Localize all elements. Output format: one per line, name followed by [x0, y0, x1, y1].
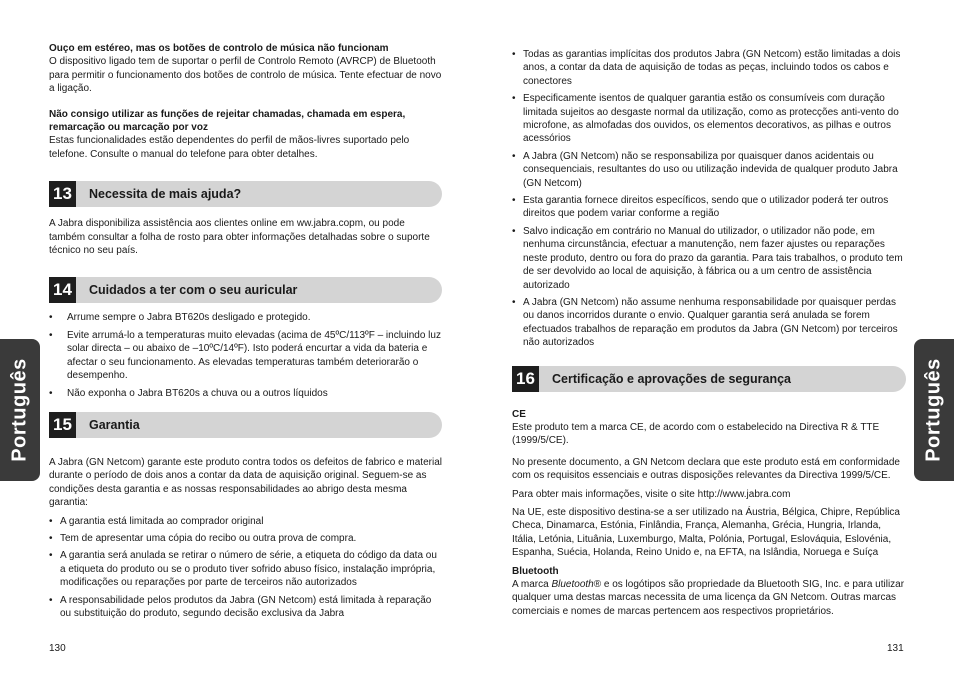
bluetooth-heading: Bluetooth: [512, 565, 559, 577]
section-title: Garantia: [89, 417, 140, 432]
section-title: Necessita de mais ajuda?: [89, 187, 242, 202]
bullet-icon: •: [49, 387, 53, 399]
ce-text: Este produto tem a marca CE, de acordo com o estabelecido na Directiva R & TTE (1999/5/CE).: [512, 421, 880, 447]
language-tab-left: [0, 339, 40, 481]
bullet-icon: •: [49, 550, 53, 562]
right-page-column: [512, 48, 906, 618]
section-number: 15: [49, 412, 76, 438]
section-13-header: [49, 181, 442, 207]
section-number: 14: [49, 277, 76, 303]
list-item: • A garantia será anulada se retirar o número de série, a etiqueta do código da data ou a etiqueta do produto ou se o produto tiver sofrido abuso físico, instalação imprópria, modificações ou reparações por parte de terceiros não autorizados: [49, 550, 437, 589]
bullet-icon: •: [512, 195, 516, 207]
page-number-right: 131: [887, 643, 904, 654]
faq-question: Não consigo utilizar as funções de rejeitar chamadas, chamada em espera, remarcação ou marcação por voz: [49, 108, 406, 134]
section-14-header: [49, 277, 442, 303]
bluetooth-text: A marca Bluetooth® e os logótipos são propriedade da Bluetooth SIG, Inc. e para utilizar qualquer uma destas marcas necessita de uma licença da GN Netcom. Outras marcas comerciais e nomes de marcas pertencem aos respectivos proprietários.: [512, 579, 905, 617]
list-item: • Todas as garantias implícitas dos produtos Jabra (GN Netcom) estão limitadas a dois anos, a contar da data de aquisição de todas as peças, incluindo todos os cabos e conectores: [512, 49, 901, 87]
list-item: • Esta garantia fornece direitos específicos, sendo que o utilizador poderá ter outros direitos que podem variar conforme a região: [512, 195, 889, 220]
faq-item: [49, 42, 442, 96]
list-item: • Salvo indicação em contrário no Manual do utilizador, o utilizador não pode, em nenhuma circunstância, efectuar a manutenção, nem fazer ajustes ou reparações neste produto, dentro ou fora do prazo da garantia. Para tais trabalhos, o produto tem de ser devolvido ao local de aquisição, à fábrica ou a um centro de assistência autorizado: [512, 225, 903, 291]
page-number-left: 130: [49, 643, 66, 654]
list-item: • A garantia está limitada ao comprador original: [49, 515, 264, 527]
list-item: • A responsabilidade pelos produtos da Jabra (GN Netcom) está limitada à reparação ou substituição do produto, segundo decisão exclusiva da Jabra: [49, 594, 432, 619]
bullet-icon: •: [49, 312, 53, 324]
bullet-icon: •: [49, 515, 53, 527]
bullet-icon: •: [49, 594, 53, 606]
declaration-text: No presente documento, a GN Netcom declara que este produto está em conformidade com os requisitos essenciais e outras disposições relevantes da Directiva 1999/5/CE.: [512, 456, 900, 482]
eu-use-text: Na UE, este dispositivo destina-se a ser utilizado na Áustria, Bélgica, Chipre, República Checa, Dinamarca, Estónia, Finlândia, França, Alemanha, Grécia, Hungria, Irlanda, Itália, Letónia, Lituânia, Luxemburgo, Malta, Polónia, Portugal, Eslováquia, Eslovénia, Espanha, Suécia, Holanda, Reino Unido e, na EFTA, na Islândia, Noruega e Suíça: [512, 506, 900, 559]
list-item: • Evite arrumá-lo a temperaturas muito elevadas (acima de 45ºC/113ºF – incluindo luz solar directa – ou abaixo de –10ºC/14ºF). Isto poderá encurtar a vida da bateria e afectar o seu funcionamento. As elevadas temperaturas também deteriorarão o desempenho.: [49, 329, 441, 382]
bullet-icon: •: [49, 532, 53, 544]
list-item: • Arrume sempre o Jabra BT620s desligado e protegido.: [49, 312, 311, 324]
warranty-list-continued: [512, 48, 906, 350]
faq-item: [49, 108, 442, 162]
section-number: 16: [512, 366, 539, 392]
list-item: • Especificamente isentos de qualquer garantia estão os consumíveis com duração limitada sujeitos ao desgaste normal da utilização, como as protecções anti-vento do microfone, as almofadas dos ouvidos, os elementos decorativos, as pilhas e outros acessórios: [512, 93, 899, 145]
section-title: Cuidados a ter com o seu auricular: [89, 283, 298, 298]
list-item: • Tem de apresentar uma cópia do recibo ou outra prova de compra.: [49, 532, 357, 544]
bullet-icon: •: [512, 93, 516, 105]
faq-answer: O dispositivo ligado tem de suportar o perfil de Controlo Remoto (AVRCP) de Bluetooth para permitir o funcionamento dos botões de controlo de música. Tente efectuar de novo a ligação.: [49, 56, 442, 95]
care-list: [49, 311, 442, 399]
section-15-header: [49, 412, 442, 438]
list-item: • Não exponha o Jabra BT620s a chuva ou a outros líquidos: [49, 387, 328, 399]
list-item: • A Jabra (GN Netcom) não se responsabiliza por quaisquer danos acidentais ou consequenciais, resultantes do uso ou utilização indevida de qualquer produto Jabra (GN Netcom): [512, 150, 898, 189]
bullet-icon: •: [512, 296, 516, 308]
ce-heading: CE: [512, 408, 526, 420]
more-info-text: Para obter mais informações, visite o site http://www.jabra.com: [512, 488, 791, 500]
warranty-intro: A Jabra (GN Netcom) garante este produto contra todos os defeitos de fabrico e material durante o período de dois anos a contar da data de aquisição original. Seguem-se as condições desta garantia e as nossas responsabilidades ao abrigo desta mesma garantia:: [49, 456, 442, 509]
bullet-icon: •: [512, 150, 516, 162]
language-tab-label: Português: [8, 358, 31, 462]
support-paragraph: A Jabra disponibiliza assistência aos clientes online em ww.jabra.copm, ou pode também consultar a folha de rosto para obter informações detalhadas sobre o suporte técnico no seu país.: [49, 218, 430, 257]
list-item: • A Jabra (GN Netcom) não assume nenhuma responsabilidade por quaisquer perdas ou danos incorridos durante o envio. Qualquer garantia será anulada se forem efectuados trabalhos de reparação em produtos da Jabra (GN Netcom) por terceiros não autorizados: [512, 296, 898, 349]
section-title: Certificação e aprovações de segurança: [552, 371, 792, 386]
warranty-list: [49, 515, 442, 621]
bullet-icon: •: [512, 225, 516, 237]
left-page-column: [49, 42, 442, 624]
bullet-icon: •: [512, 49, 516, 60]
bullet-icon: •: [49, 329, 53, 341]
faq-answer: Estas funcionalidades estão dependentes do perfil de mãos-livres suportado pelo telefone. Consulte o manual do telefone para obter detalhes.: [49, 135, 410, 160]
language-tab-right: [914, 339, 954, 481]
language-tab-label: Português: [922, 358, 945, 462]
section-number: 13: [49, 181, 76, 207]
section-16-header: [512, 366, 906, 392]
faq-question: Ouço em estéreo, mas os botões de controlo de música não funcionam: [49, 43, 389, 54]
